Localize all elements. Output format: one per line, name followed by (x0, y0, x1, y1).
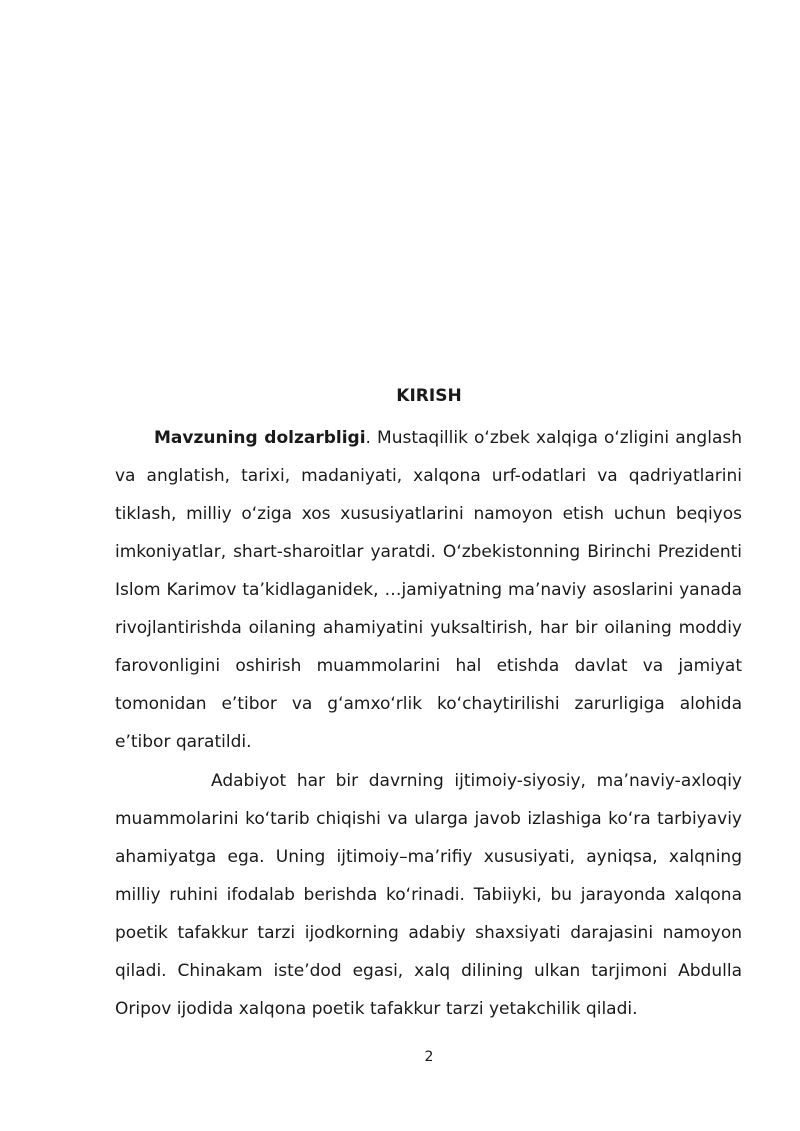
paragraph-relevance-text: . Mustaqillik o‘zbek xalqiga o‘zligini anglash va anglatish, tarixi, madaniyati, xalqona urf-odatlari va qadriyatlarini tiklash, milliy o‘ziga xos xususiyatlarini namoyon etish uchun beqiyos imkoniyatlar, shart-sharoitlar yaratdi. O‘zbekistonning Birinchi Prezidenti Islom Karimov ta’kidlaganidek, …jamiyatning ma’naviy asoslarini yanada rivojlantirishda oilaning ahamiyatini yuksaltirish, har bir oilaning moddiy farovonligini oshirish muammolarini hal etishda davlat va jamiyat tomonidan e’tibor va g‘amxo‘rlik ko‘chaytirilishi zarurligiga alohida e’tibor qaratildi. (115, 428, 742, 752)
page-number: 2 (424, 1049, 434, 1065)
paragraph-relevance (115, 419, 742, 761)
paragraph-bold-lead: Mavzuning dolzarbligi (154, 428, 366, 448)
section-heading: KIRISH (396, 386, 462, 406)
paragraph-literature: Adabiyot har bir davrning ijtimoiy-siyosiy, ma’naviy-axloqiy muammolarini ko‘tarib chiqishi va ularga javob izlashiga ko‘ra tarbiyaviy ahamiyatga ega. Uning ijtimoiy–ma’rifiy xususiyati, ayniqsa, xalqning milliy ruhini ifodalab berishda ko‘rinadi. Tabiiyki, bu jarayonda xalqona poetik tafakkur tarzi ijodkorning adabiy shaxsiyati darajasini namoyon qiladi. Chinakam iste’dod egasi, xalq dilining ulkan tarjimoni Abdulla Oripov ijodida xalqona poetik tafakkur tarzi yetakchilik qiladi. (115, 771, 742, 1019)
